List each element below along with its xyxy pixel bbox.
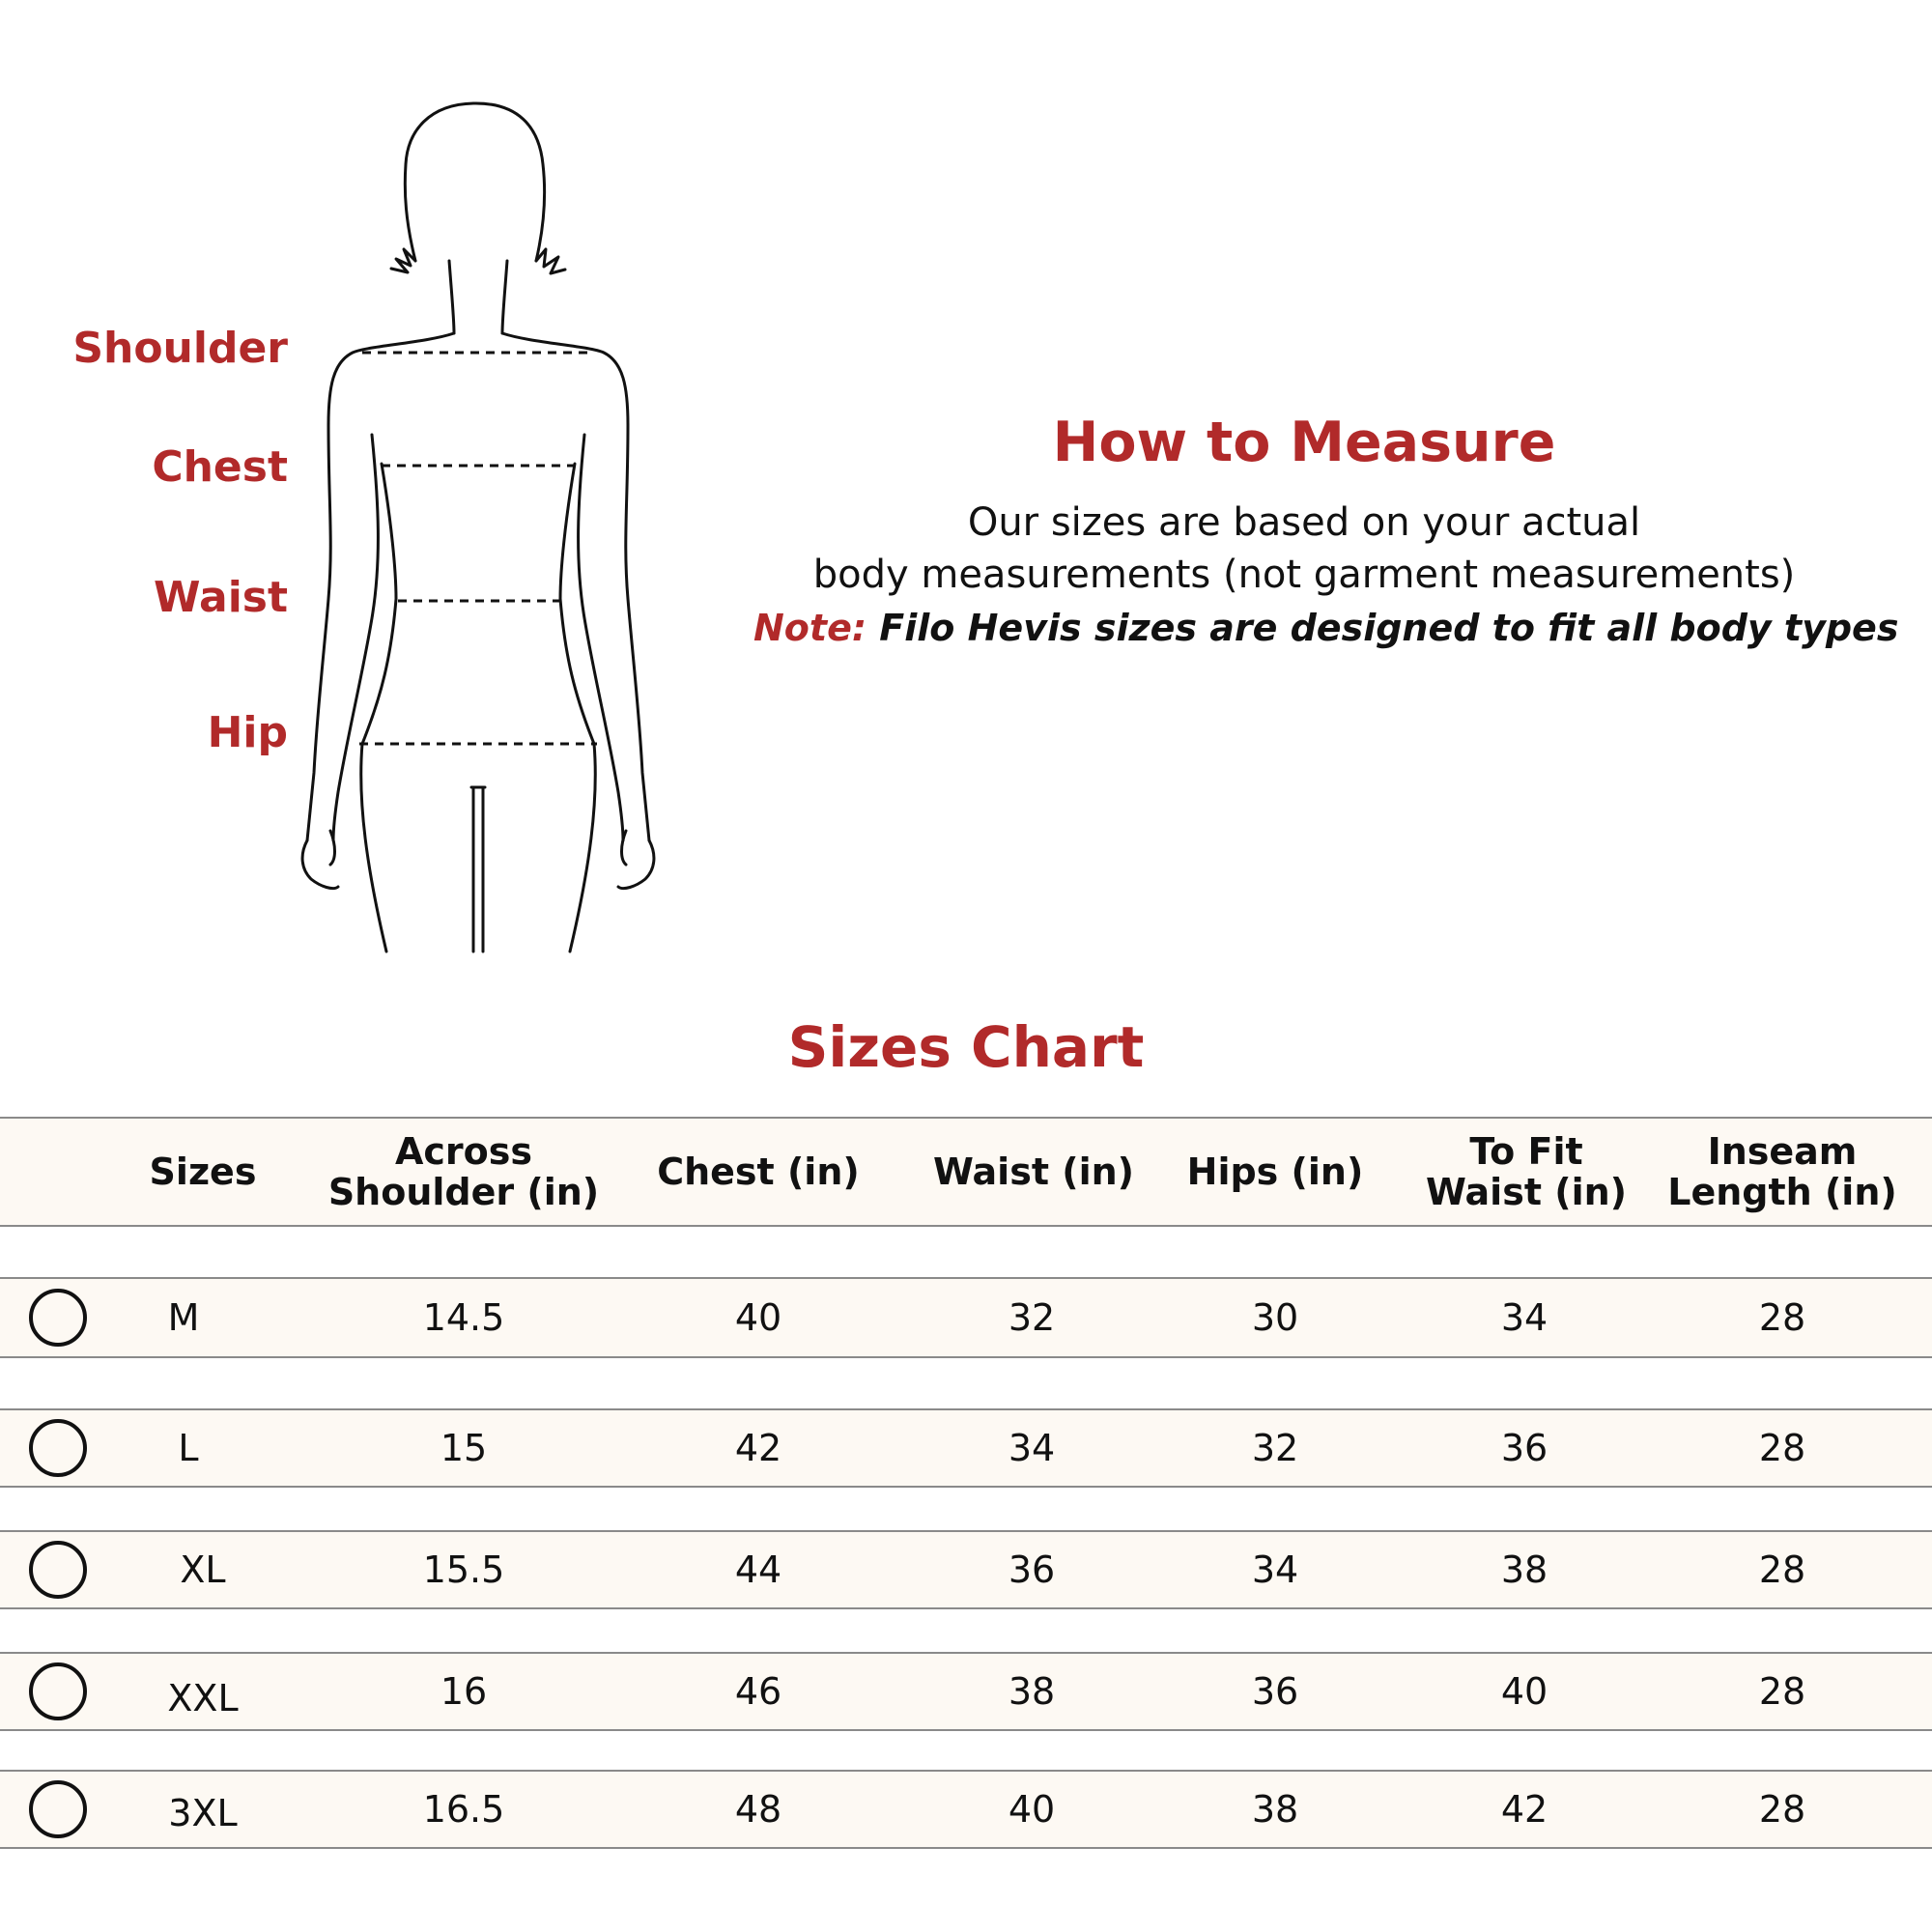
fit-waist-cell: 40 <box>1500 1670 1548 1713</box>
fit-waist-cell: 36 <box>1500 1427 1548 1469</box>
header-inseam-length <box>1662 1119 1903 1225</box>
inseam-cell: 28 <box>1758 1548 1806 1591</box>
header-across-shoulder <box>309 1119 618 1225</box>
shoulder-cell: 16.5 <box>422 1788 505 1831</box>
inseam-cell: 28 <box>1758 1788 1806 1831</box>
waist-cell: 38 <box>1008 1670 1056 1713</box>
chest-cell: 48 <box>734 1788 782 1831</box>
body-figure-illustration <box>290 92 676 961</box>
chest-cell: 44 <box>734 1548 782 1591</box>
shoulder-cell: 16 <box>440 1670 488 1713</box>
table-row <box>0 1770 1932 1849</box>
hips-cell: 30 <box>1251 1296 1299 1339</box>
how-to-measure-line-1: Our sizes are based on your actual <box>967 500 1641 545</box>
size-cell: XXL <box>167 1677 239 1719</box>
fit-waist-cell: 38 <box>1500 1548 1548 1591</box>
waist-cell: 32 <box>1008 1296 1056 1339</box>
header-to-fit-waist-line-1: To Fit <box>1469 1130 1583 1173</box>
header-hips: Hips (in) <box>1186 1151 1364 1193</box>
size-cell: M <box>167 1296 200 1339</box>
sizes-chart-title: Sizes Chart <box>787 1014 1145 1080</box>
size-3xl-radio[interactable] <box>29 1780 87 1838</box>
inseam-cell: 28 <box>1758 1670 1806 1713</box>
shoulder-cell: 15.5 <box>422 1548 505 1591</box>
note-text: Filo Hevis sizes are designed to fit all body types <box>879 607 1899 649</box>
size-cell: 3XL <box>168 1792 238 1834</box>
waist-cell: 40 <box>1008 1788 1056 1831</box>
size-m-radio[interactable] <box>29 1289 87 1347</box>
header-inseam-line-2: Length (in) <box>1667 1171 1897 1213</box>
chest-cell: 40 <box>734 1296 782 1339</box>
chest-cell: 46 <box>734 1670 782 1713</box>
how-to-measure-line-2: body measurements (not garment measurements) <box>812 553 1796 597</box>
waist-cell: 36 <box>1008 1548 1056 1591</box>
shoulder-label: Shoulder <box>72 324 288 373</box>
hips-cell: 36 <box>1251 1670 1299 1713</box>
header-to-fit-waist <box>1406 1119 1647 1225</box>
shoulder-cell: 15 <box>440 1427 488 1469</box>
hips-cell: 32 <box>1251 1427 1299 1469</box>
how-to-measure-title: How to Measure <box>1052 411 1556 474</box>
header-waist: Waist (in) <box>932 1151 1135 1193</box>
size-xl-radio[interactable] <box>29 1541 87 1599</box>
table-header <box>0 1117 1932 1227</box>
header-across-shoulder-line-2: Shoulder (in) <box>327 1171 600 1213</box>
size-xxl-radio[interactable] <box>29 1662 87 1720</box>
header-to-fit-waist-line-2: Waist (in) <box>1425 1171 1628 1213</box>
fit-note <box>753 607 1899 649</box>
chest-label: Chest <box>152 442 288 492</box>
inseam-cell: 28 <box>1758 1427 1806 1469</box>
fit-waist-cell: 42 <box>1500 1788 1548 1831</box>
hips-cell: 38 <box>1251 1788 1299 1831</box>
size-cell: L <box>178 1427 199 1469</box>
size-l-radio[interactable] <box>29 1419 87 1477</box>
inseam-cell: 28 <box>1758 1296 1806 1339</box>
waist-cell: 34 <box>1008 1427 1056 1469</box>
hips-cell: 34 <box>1251 1548 1299 1591</box>
fit-waist-cell: 34 <box>1500 1296 1548 1339</box>
chest-cell: 42 <box>734 1427 782 1469</box>
hip-label: Hip <box>207 708 288 757</box>
size-cell: XL <box>180 1548 226 1591</box>
note-key: Note: <box>753 607 867 649</box>
table-row <box>0 1408 1932 1488</box>
header-across-shoulder-line-1: Across <box>394 1130 533 1173</box>
table-row <box>0 1277 1932 1358</box>
header-chest: Chest (in) <box>657 1151 860 1193</box>
shoulder-cell: 14.5 <box>422 1296 505 1339</box>
header-inseam-line-1: Inseam <box>1707 1130 1858 1173</box>
table-row <box>0 1530 1932 1609</box>
header-sizes: Sizes <box>149 1151 257 1193</box>
waist-label: Waist <box>154 573 288 622</box>
table-row <box>0 1652 1932 1731</box>
